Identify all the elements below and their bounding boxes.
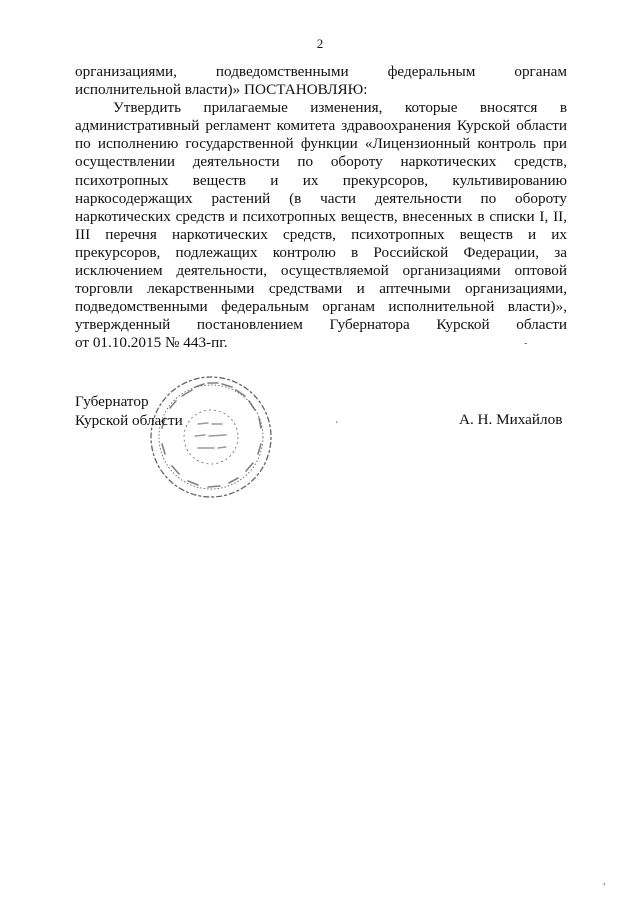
text-line: Утвердить прилагаемые изменения, которые вносятся в (113, 99, 567, 117)
signatory-title-line-1: Губернатор (75, 393, 149, 410)
scan-speck: , (603, 876, 606, 887)
signatory-title-line-2: Курской области (75, 411, 183, 429)
text-line: исключением деятельности, осуществляемой организациями оптовой (75, 262, 567, 280)
scan-speck: ' (336, 420, 338, 431)
text-line: исполнительной власти)» ПОСТАНОВЛЯЮ: (75, 81, 368, 99)
page-number: 2 (316, 36, 324, 51)
text-line: наркосодержащих растений (в части деятельности по обороту (75, 189, 567, 207)
text-line: наркотических средств и психотропных веществ, внесенных в списки I, II, (75, 207, 567, 225)
signatory-title (75, 393, 183, 430)
signatory-name: А. Н. Михайлов (459, 411, 563, 428)
text-line: торговли лекарственными средствами и аптечными организациями, (75, 280, 567, 298)
text-line: утвержденный постановлением Губернатора Курской области (75, 316, 567, 334)
text-line: прекурсоров, подлежащих контролю в Российской Федерации, за (75, 243, 567, 261)
scan-speck: - (524, 338, 528, 349)
text-line: подведомственными федеральным органам исполнительной власти)», (75, 298, 567, 316)
text-line: административный регламент комитета здравоохранения Курской области (75, 117, 567, 135)
text-line: III перечня наркотических средств, психотропных веществ и их (75, 225, 567, 243)
text-line: по исполнению государственной функции «Лицензионный контроль при (75, 135, 567, 153)
text-line: от 01.10.2015 № 443-пг. (75, 334, 228, 352)
text-line: организациями, подведомственными федеральным органам (75, 63, 567, 80)
text-line: осуществлении деятельности по обороту наркотических средств, (75, 153, 567, 171)
body-text (75, 63, 567, 353)
text-line: психотропных веществ и их прекурсоров, культивированию (75, 171, 567, 189)
